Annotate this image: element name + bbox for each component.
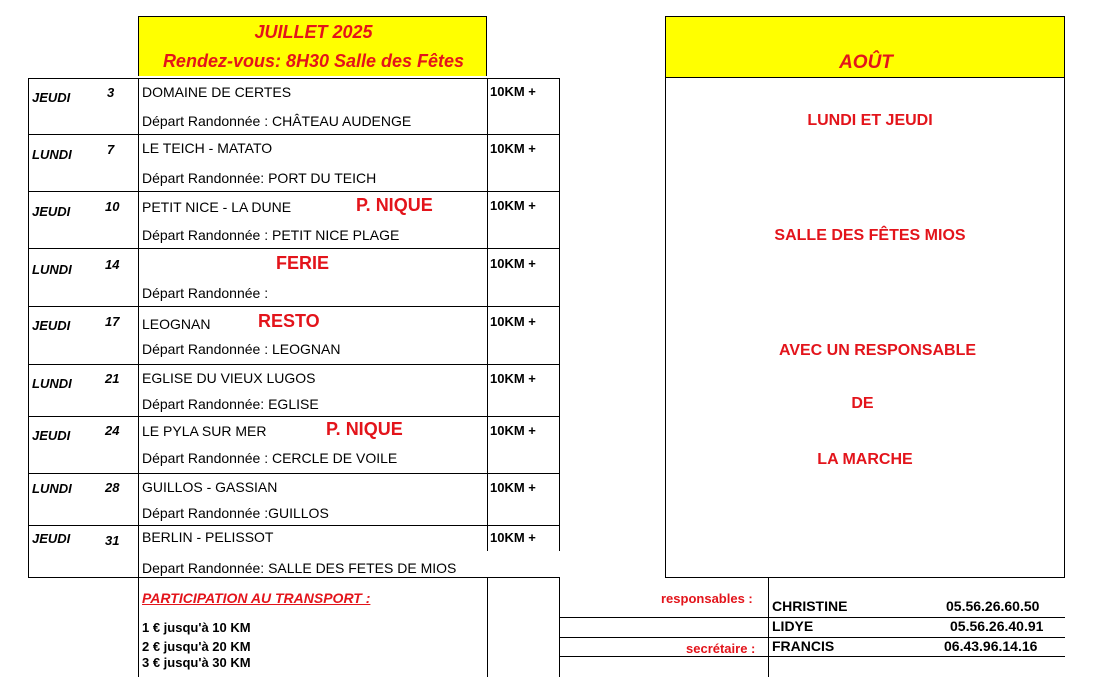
responsables-label: responsables : [661,591,753,606]
table-border-right [559,78,560,551]
destination: EGLISE DU VIEUX LUGOS [142,370,316,386]
day-name: LUNDI [32,481,72,496]
day-name: JEUDI [32,204,71,219]
destination: DOMAINE DE CERTES [142,84,292,100]
event-note: P. NIQUE [356,195,433,215]
distance: 10KM + [490,141,536,156]
day-number: 10 [105,199,120,214]
departure: Départ Randonnée :GUILLOS [142,505,329,521]
contact-name: FRANCIS [772,638,835,654]
day-name: LUNDI [32,262,72,277]
destination: LEOGNAN [142,316,211,332]
distance: 10KM + [490,84,536,99]
destination: BERLIN - PELISSOT [142,529,274,545]
day-name: JEUDI [32,531,71,546]
row-divider [28,78,560,79]
august-line: SALLE DES FÊTES MIOS [774,227,966,244]
contact-name: LIDYE [772,618,814,634]
august-title: AOÛT [839,52,893,73]
table-divider-date [138,78,139,578]
secretaire-label: secrétaire : [686,641,756,656]
august-line: LUNDI ET JEUDI [807,112,933,129]
row-divider [28,134,560,135]
destination: LE TEICH - MATATO [142,140,273,156]
day-number: 3 [107,85,115,100]
event-note: P. NIQUE [326,419,403,439]
august-line: DE [851,395,874,412]
contact-phone: 05.56.26.40.91 [950,618,1044,634]
destination: PETIT NICE - LA DUNE [142,199,292,215]
contacts-row-divider [559,656,1065,657]
destination: LE PYLA SUR MER [142,423,267,439]
contacts-border-left [559,578,560,677]
meeting-info: Rendez-vous: 8H30 Salle des Fêtes [162,51,465,71]
distance: 10KM + [490,314,536,329]
august-header [665,16,1065,78]
row-divider [28,577,560,578]
day-number: 21 [105,371,120,386]
day-name: JEUDI [32,90,71,105]
transport-border-left [138,578,139,677]
destination: GUILLOS - GASSIAN [142,479,278,495]
distance: 10KM + [490,423,536,438]
distance: 10KM + [490,256,536,271]
event-note: RESTO [258,311,320,331]
day-name: JEUDI [32,428,71,443]
day-number: 24 [105,423,120,438]
day-name: LUNDI [32,376,72,391]
distance: 10KM + [490,198,536,213]
july-title: JUILLET 2025 [254,22,373,42]
distance: 10KM + [490,530,536,545]
july-header [138,16,487,76]
august-border-right [1064,78,1065,577]
departure: Départ Randonnée : CERCLE DE VOILE [142,450,398,466]
departure: Depart Randonnée: SALLE DES FETES DE MIOS [142,560,457,576]
day-number: 28 [105,480,120,495]
transport-rate: 1 € jusqu'à 10 KM [142,620,251,635]
event-note: FERIE [276,253,330,273]
distance: 10KM + [490,480,536,495]
row-divider [28,191,560,192]
row-divider [28,416,560,417]
row-divider [28,364,560,365]
day-number: 17 [105,314,120,329]
contact-phone: 05.56.26.60.50 [946,598,1040,614]
transport-rate: 2 € jusqu'à 20 KM [142,639,251,654]
table-border-left [28,78,29,578]
row-divider [28,248,560,249]
transport-title: PARTICIPATION AU TRANSPORT : [142,590,371,606]
departure: Départ Randonnée : [142,285,269,301]
day-number: 7 [107,142,115,157]
row-divider [28,525,560,526]
departure: Départ Randonnée: PORT DU TEICH [142,170,377,186]
contact-phone: 06.43.96.14.16 [944,638,1038,654]
departure: Départ Randonnée : LEOGNAN [142,341,341,357]
august-line: LA MARCHE [817,451,913,468]
day-number: 31 [105,533,120,548]
departure: Départ Randonnée : PETIT NICE PLAGE [142,227,400,243]
august-border-left [665,78,666,577]
departure: Départ Randonnée : CHÂTEAU AUDENGE [142,113,412,129]
table-divider-destination [487,78,488,551]
august-line: AVEC UN RESPONSABLE [778,342,977,359]
row-divider [28,306,560,307]
contacts-divider [768,578,769,677]
day-name: LUNDI [32,147,72,162]
transport-border-right [487,578,488,677]
transport-rate: 3 € jusqu'à 30 KM [142,655,251,670]
departure: Départ Randonnée: EGLISE [142,396,319,412]
contact-name: CHRISTINE [772,598,848,614]
row-divider [28,473,560,474]
august-border-bottom [665,577,1065,578]
distance: 10KM + [490,371,536,386]
day-name: JEUDI [32,318,71,333]
day-number: 14 [105,257,120,272]
